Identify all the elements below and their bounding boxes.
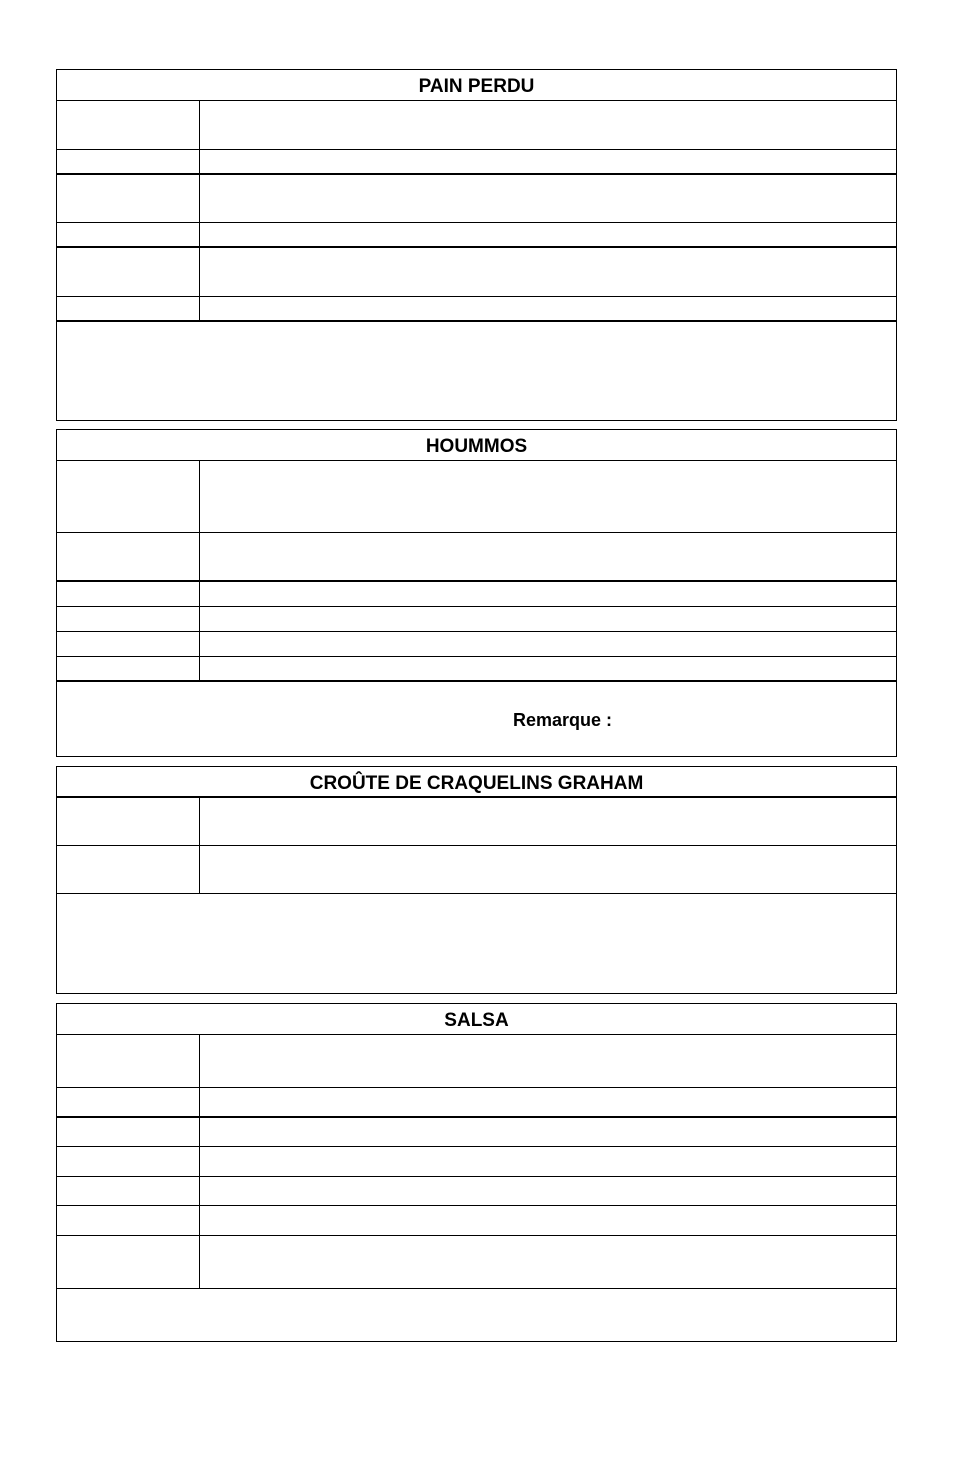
- table-row: [57, 1177, 896, 1206]
- label-cell: [57, 1118, 200, 1146]
- value-cell: [200, 533, 896, 580]
- label-cell: [57, 798, 200, 845]
- recipe-title: HOUMMOS: [57, 430, 896, 461]
- label-cell: [57, 1035, 200, 1087]
- table-row: [57, 101, 896, 150]
- label-cell: [57, 533, 200, 580]
- label-cell: [57, 101, 200, 149]
- label-cell: [57, 150, 200, 173]
- table-row: [57, 1147, 896, 1177]
- table-row: [57, 846, 896, 894]
- value-cell: [200, 223, 896, 246]
- table-row: [57, 657, 896, 682]
- value-cell: [200, 798, 896, 845]
- label-cell: [57, 632, 200, 656]
- table-row: [57, 461, 896, 533]
- label-cell: [57, 846, 200, 893]
- label-cell: [57, 248, 200, 296]
- value-cell: [200, 461, 896, 532]
- label-cell: [57, 607, 200, 631]
- value-cell: [200, 297, 896, 320]
- table-row: [57, 248, 896, 297]
- value-cell: [200, 150, 896, 173]
- table-row: [57, 1035, 896, 1088]
- notes-area: [57, 322, 896, 420]
- label-cell: [57, 175, 200, 222]
- value-cell: [200, 248, 896, 296]
- label-cell: [57, 461, 200, 532]
- table-row: [57, 1088, 896, 1118]
- value-cell: [200, 1118, 896, 1146]
- label-cell: [57, 297, 200, 320]
- table-row: [57, 607, 896, 632]
- label-cell: [57, 1206, 200, 1235]
- label-cell: [57, 1147, 200, 1176]
- value-cell: [200, 1206, 896, 1235]
- table-row: [57, 582, 896, 607]
- value-cell: [200, 1088, 896, 1116]
- table-row: [57, 1118, 896, 1147]
- label-cell: [57, 657, 200, 680]
- notes-area: [57, 1289, 896, 1342]
- notes-area: [57, 682, 896, 756]
- table-row: [57, 150, 896, 175]
- value-cell: [200, 657, 896, 680]
- table-row: [57, 1236, 896, 1289]
- value-cell: [200, 1177, 896, 1205]
- value-cell: [200, 846, 896, 893]
- label-cell: [57, 1088, 200, 1116]
- table-row: [57, 632, 896, 657]
- table-row: [57, 223, 896, 248]
- value-cell: [200, 632, 896, 656]
- recipe-table-croute-graham: [56, 766, 897, 994]
- table-row: [57, 533, 896, 582]
- table-row: [57, 297, 896, 322]
- recipe-table-salsa: [56, 1003, 897, 1342]
- value-cell: [200, 1236, 896, 1288]
- recipe-table-hoummos: [56, 429, 897, 757]
- recipe-title: PAIN PERDU: [57, 70, 896, 101]
- value-cell: [200, 582, 896, 606]
- value-cell: [200, 101, 896, 149]
- value-cell: [200, 1035, 896, 1087]
- recipe-title: SALSA: [57, 1004, 896, 1035]
- value-cell: [200, 607, 896, 631]
- label-cell: [57, 1177, 200, 1205]
- recipe-table-pain-perdu: [56, 69, 897, 421]
- table-row: [57, 175, 896, 223]
- label-cell: [57, 223, 200, 246]
- recipe-title: CROÛTE DE CRAQUELINS GRAHAM: [57, 767, 896, 798]
- label-cell: [57, 582, 200, 606]
- notes-area: [57, 894, 896, 993]
- value-cell: [200, 175, 896, 222]
- label-cell: [57, 1236, 200, 1288]
- remark-label: Remarque :: [513, 710, 613, 730]
- value-cell: [200, 1147, 896, 1176]
- table-row: [57, 1206, 896, 1236]
- table-row: [57, 798, 896, 846]
